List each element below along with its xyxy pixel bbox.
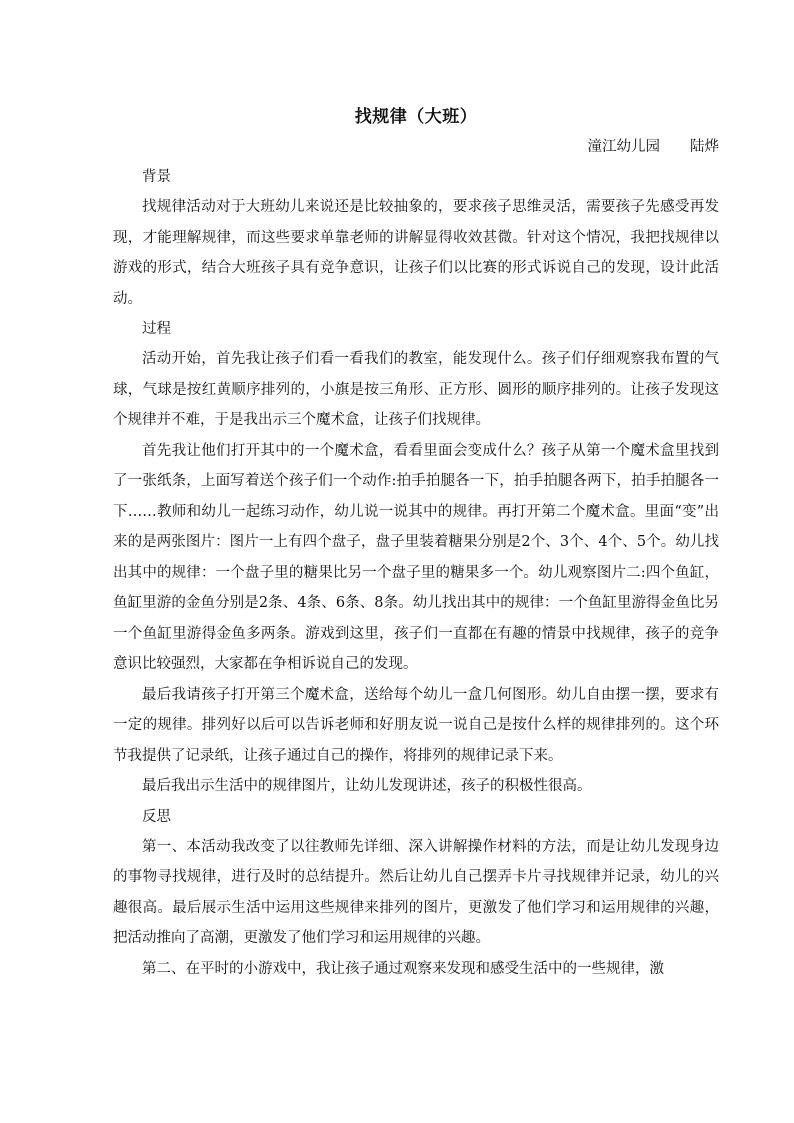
section-process [113,314,719,802]
section-heading: 背景 [142,169,171,185]
paragraph: 活动开始，首先我让孩子们看一看我们的教室，能发现什么。孩子们仔细观察我布置的气球，气球是按红黄顺序排列的，小旗是按三角形、正方形、圆形的顺序排列的。让孩子发现这个规律并不难，于是我出示三个魔术盒，让孩子们找规律。 [113,351,719,428]
paragraph: 最后我请孩子打开第三个魔术盒，送给每个幼儿一盒几何图形。幼儿自由摆一摆，要求有一定的规律。排列好以后可以告诉老师和好朋友说一说自己是按什么样的规律排列的。这个环节我提供了记录纸，让孩子通过自己的操作，将排列的规律记录下来。 [113,686,719,764]
section-background [113,162,719,314]
document-title: 找规律（大班） [354,107,478,127]
paragraph: 找规律活动对于大班幼儿来说还是比较抽象的，要求孩子思维灵活，需要孩子先感受再发现，才能理解规律，而这些要求单靠老师的讲解显得收效甚微。针对这个情况，我把找规律以游戏的形式，结合大班孩子具有竞争意识，让孩子们以比赛的形式诉说自己的发现，设计此活动。 [113,199,719,307]
section-heading: 过程 [142,321,171,337]
author-name: 陆烨 [690,139,719,155]
paragraph: 第二、在平时的小游戏中，我让孩子通过观察来发现和感受生活中的一些规律，激 [142,960,664,977]
author-line [113,132,719,162]
section-heading: 反思 [142,808,171,825]
document-page [113,102,719,984]
school-name: 潼江幼儿园 [587,139,660,155]
section-reflection [113,802,719,985]
paragraph: 首先我让他们打开其中的一个魔术盒，看看里面会变成什么？孩子从第一个魔术盒里找到了一张纸条，上面写着送个孩子们一个动作:拍手拍腿各一下，拍手拍腿各两下，拍手拍腿各一下……教师和幼儿一起练习动作，幼儿说一说其中的规律。再打开第二个魔术盒。里面“变”出来的是两张图片：图片一上有四个盘子，盘子里装着糖果分别是2个、3个、4个、5个。幼儿找出其中的规律：一个盘子里的糖果比另一个盘子里的糖果多一个。幼儿观察图片二:四个鱼缸，鱼缸里游的金鱼分别是2条、4条、6条、8条。幼儿找出其中的规律：一个鱼缸里游得金鱼比另一个鱼缸里游得金鱼多两条。游戏到这里，孩子们一直都在有趣的情景中找规律，孩子的竞争意识比较强烈，大家都在争相诉说自己的发现。 [113,442,719,672]
paragraph: 最后我出示生活中的规律图片，让幼儿发现讲述，孩子的积极性很高。 [142,778,592,794]
paragraph: 第一、本活动我改变了以往教师先详细、深入讲解操作材料的方法，而是让幼儿发现身边的事物寻找规律，进行及时的总结提升。然后让幼儿自己摆弄卡片寻找规律并记录，幼儿的兴趣很高。最后展示生活中运用这些规律来排列的图片，更激发了他们学习和运用规律的兴趣，把活动推向了高潮，更激发了他们学习和运用规律的兴趣。 [113,838,719,946]
